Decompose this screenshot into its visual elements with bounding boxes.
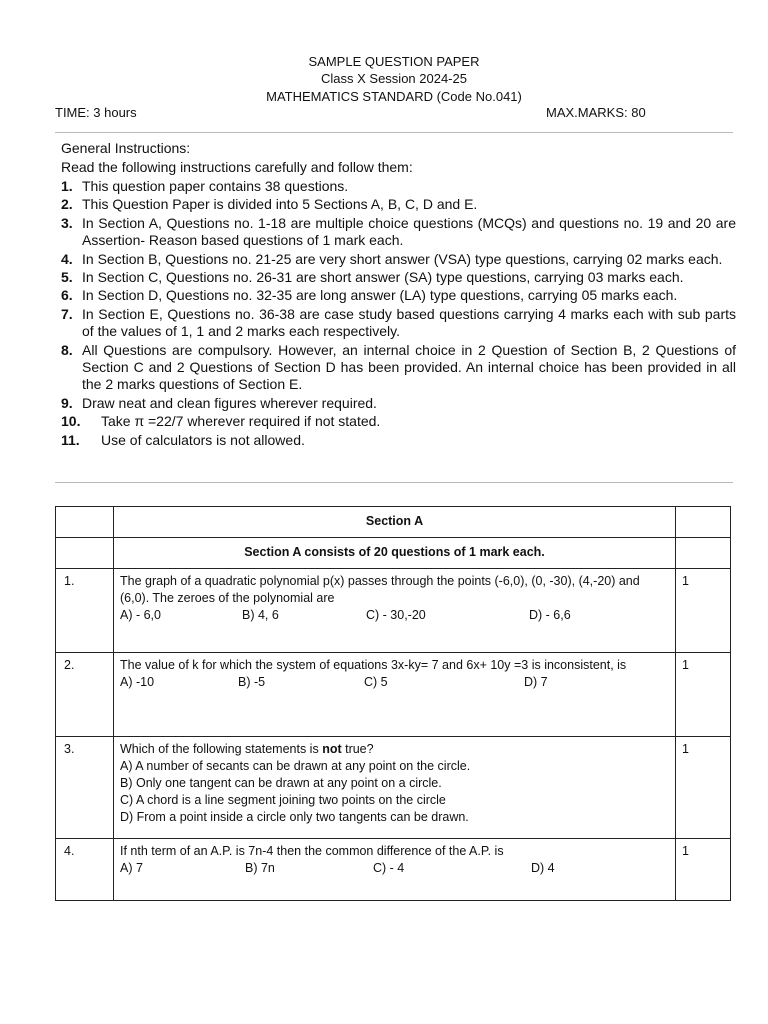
option: D) 4 (531, 861, 555, 875)
instruction-item: 4. In Section B, Questions no. 21-25 are very short answer (VSA) type questions, carrying 02 marks each. (61, 250, 723, 267)
option: C) - 30,-20 (366, 608, 426, 622)
question-options (120, 674, 669, 691)
question-body (114, 653, 676, 737)
instruction-item: 10. Take π =22/7 wherever required if not stated. (61, 413, 381, 430)
question-row (56, 569, 731, 653)
max-marks-label: MAX.MARKS: 80 (546, 105, 646, 120)
question-body (114, 839, 676, 901)
divider-bottom (55, 482, 733, 483)
option: C) - 4 (373, 861, 405, 875)
option: C) 5 (364, 675, 388, 689)
option: D) - 6,6 (529, 608, 571, 622)
option: A) - 6,0 (120, 608, 161, 622)
instruction-item: 2. This Question Paper is divided into 5 Sections A, B, C, D and E. (61, 196, 478, 213)
time-label: TIME: 3 hours (55, 105, 137, 120)
section-subtitle-row (56, 538, 731, 569)
subject-title: MATHEMATICS STANDARD (Code No.041) (266, 89, 522, 104)
option: A) 7 (120, 861, 143, 875)
instruction-item: 5. In Section C, Questions no. 26-31 are short answer (SA) type questions, carrying 03 marks each. (61, 269, 684, 286)
question-marks: 1 (676, 839, 731, 901)
question-number: 4. (56, 839, 114, 901)
section-subtitle: Section A consists of 20 questions of 1 mark each. (114, 538, 676, 569)
section-title-row (56, 507, 731, 538)
divider-top (55, 132, 733, 133)
question-text: If nth term of an A.P. is 7n-4 then the common difference of the A.P. is (120, 844, 504, 858)
instruction-item: 1. This question paper contains 38 questions. (61, 178, 349, 194)
option: A) -10 (120, 675, 155, 689)
instruction-item: 9. Draw neat and clean figures wherever required. (61, 394, 377, 411)
option: B) 4, 6 (242, 608, 279, 622)
instruction-item: 7. In Section E, Questions no. 36-38 are case study based questions carrying 4 marks each with sub parts of the values of 1, 1 and 2 marks each respectively. (61, 305, 736, 340)
question-text: Which of the following statements is not true? (120, 742, 374, 756)
instruction-item: 11. Use of calculators is not allowed. (61, 431, 305, 448)
instruction-item: 8. All Questions are compulsory. However, an internal choice in 2 Question of Section B, 2 Questions of Section C and 2 Questions of Section D has been provided. An internal choice has been provided in all the 2 marks questions of Section E. (61, 341, 736, 393)
question-options (120, 607, 669, 624)
paper-title: SAMPLE QUESTION PAPER (308, 54, 480, 69)
question-body (114, 569, 676, 653)
statement: B) Only one tangent can be drawn at any point on a circle. (120, 776, 442, 790)
instructions-list (61, 178, 736, 450)
question-text: The value of k for which the system of equations 3x-ky= 7 and 6x+ 10y =3 is inconsistent, is (120, 658, 627, 672)
question-row (56, 839, 731, 901)
statement: C) A chord is a line segment joining two points on the circle (120, 793, 446, 807)
question-text: The graph of a quadratic polynomial p(x) passes through the points (-6,0), (0, -30), (4,-20) and (6,0). The zeroes of the polynomial are (120, 574, 640, 605)
question-marks: 1 (676, 737, 731, 839)
statement: D) From a point inside a circle only two tangents can be drawn. (120, 810, 469, 824)
question-number: 1. (56, 569, 114, 653)
option: D) 7 (524, 675, 548, 689)
section-title: Section A (114, 507, 676, 538)
question-marks: 1 (676, 569, 731, 653)
section-a-table (55, 506, 731, 901)
question-row (56, 653, 731, 737)
question-body (114, 737, 676, 839)
question-options (120, 860, 669, 877)
statement: A) A number of secants can be drawn at any point on the circle. (120, 759, 471, 773)
instruction-item: 3. In Section A, Questions no. 1-18 are multiple choice questions (MCQs) and questions no. 19 and 20 are Assertion- Reason based questions of 1 mark each. (61, 214, 736, 249)
question-row (56, 737, 731, 839)
question-number: 3. (56, 737, 114, 839)
class-session: Class X Session 2024-25 (321, 71, 467, 86)
instructions-title: General Instructions: (61, 140, 191, 156)
question-marks: 1 (676, 653, 731, 737)
instructions-lead: Read the following instructions carefully and follow them: (61, 159, 413, 175)
option: B) 7n (245, 861, 275, 875)
option: B) -5 (238, 675, 266, 689)
question-number: 2. (56, 653, 114, 737)
instruction-item: 6. In Section D, Questions no. 32-35 are long answer (LA) type questions, carrying 05 marks each. (61, 287, 678, 304)
